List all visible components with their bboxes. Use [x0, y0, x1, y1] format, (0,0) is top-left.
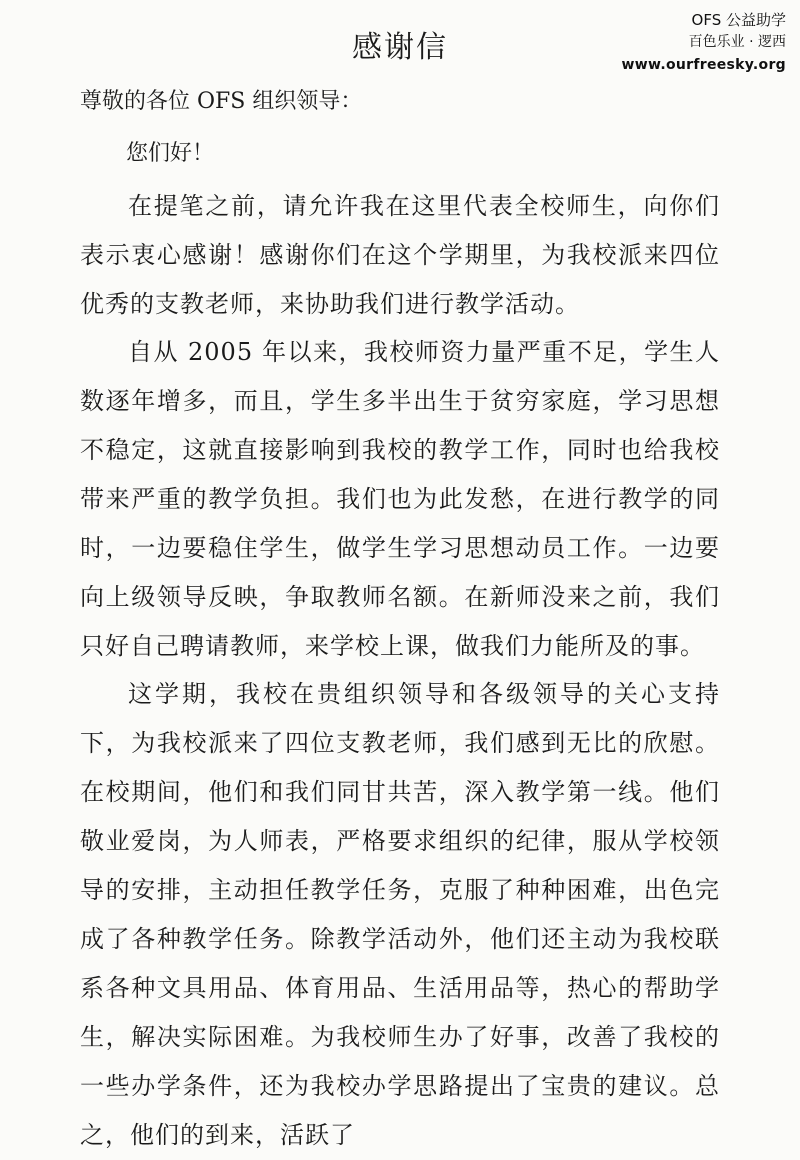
- website-url: www.ourfreesky.org: [621, 57, 786, 73]
- org-name: OFS 公益助学: [691, 11, 786, 29]
- paragraph-3: 这学期，我校在贵组织领导和各级领导的关心支持下，为我校派来了四位支教老师，我们感到无比的欣慰。在校期间，他们和我们同甘共苦，深入教学第一线。他们敬业爱岗，为人师表，严格要求组织的纪律，服从学校领导的安排，主动担任教学任务，克服了种种困难，出色完成了各种教学任务。除教学活动外，他们还主动为我校联系各种文具用品、体育用品、生活用品等，热心的帮助学生，解决实际困难。为我校师生办了好事，改善了我校的一些办学条件，还为我校办学思路提出了宝贵的建议。总之，他们的到来，活跃了: [80, 680, 720, 1149]
- salutation: 尊敬的各位 OFS 组织领导：: [80, 89, 363, 114]
- page-title: 感谢信: [352, 30, 448, 65]
- greeting: 您们好！: [126, 141, 215, 166]
- school-place: 百色乐业 · 逻西: [688, 34, 786, 50]
- paragraph-2: 自从 2005 年以来，我校师资力量严重不足，学生人数逐年增多，而且，学生多半出生于贫穷家庭，学习思想不稳定，这就直接影响到我校的教学工作，同时也给我校带来严重的教学负担。我们也为此发愁，在进行教学的同时，一边要稳住学生，做学生学习思想动员工作。一边要向上级领导反映，争取教师名额。在新师没来之前，我们只好自己聘请教师，来学校上课，做我们力能所及的事。: [80, 338, 720, 660]
- paragraph-1: 在提笔之前，请允许我在这里代表全校师生，向你们表示衷心感谢！感谢你们在这个学期里，为我校派来四位优秀的支教老师，来协助我们进行教学活动。: [80, 192, 720, 318]
